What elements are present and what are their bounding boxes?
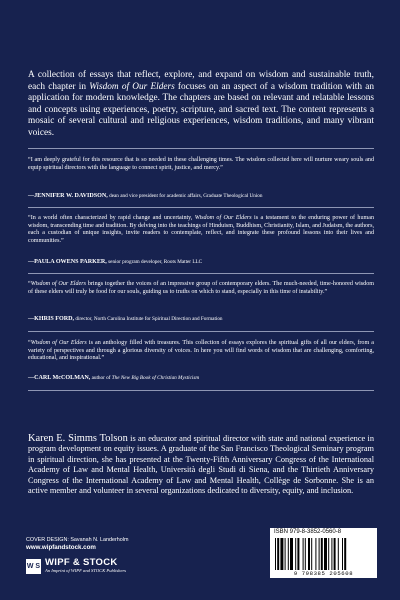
barcode-bar [344,538,346,570]
divider [28,273,374,274]
barcode-bar [297,538,299,570]
barcode [270,528,377,578]
barcode-bar [277,538,279,570]
barcode-bar [295,538,296,570]
barcode-bar [338,538,339,570]
publisher-logo [26,558,126,574]
barcode-bar [334,538,336,570]
divider [28,331,374,332]
credits [26,537,128,551]
barcode-bar [290,538,293,570]
divider [28,148,374,149]
endorser-name: —KHRIS FORD, [28,316,75,322]
barcode-bar [315,538,316,570]
endorsement-quote: “In a world often characterized by rapid change and uncertainty, Wisdom of Our Elders is a testament to the enduring power of human wisdom, transcending time and tradition. By delving into the teachings of Hinduism, Buddhism, Christianity, Islam, and Judaism, the authors, each a custodian of unique insights, invite readers to contemplate, reflect, and integrate these profound lessons into their lives and communities.” [28,215,374,245]
description-text: A collection of essays that reflect, explore, and expand on wisdom and sustainable truth, each chapter in [28,70,374,92]
barcode-bar [288,538,289,570]
divider [28,390,374,391]
publisher-logo-icon: W S [26,559,41,574]
author-name: Karen E. Simms Tolson [28,433,128,444]
endorsement-quote: “Wisdom of Our Elders is an anthology filled with treasures. This collection of essays explores the spiritual gifts of all our elders, from a variety of perspectives and through a glorious diversity of voices. In here you will find words of wisdom that are challenging, comforting, educational, and inspirational.” [28,340,374,362]
barcode-bar [311,538,312,570]
endorsement-quote: “Wisdom of Our Elders brings together the voices of an impressive group of contemporary elders. The much-needed, time-honored wisdom of these elders will truly be food for our souls, guiding us to truths on which to stand, especially in this time of instability.” [28,281,374,295]
barcode-bars-icon [275,538,372,570]
description-book-title: Wisdom of Our Elders [89,81,175,92]
divider [28,207,374,208]
barcode-bar [324,538,327,570]
book-description [28,70,374,140]
description-text-continued: focuses on an aspect of a wisdom tradition with an application for modern knowledge. The chapters are based on relevant and relatable lessons and concepts using experiences, poetry, scripture, and sacred text. The content represents a mosaic of several cultural and religious experiences, wisdom traditions, and many vibrant voices. [28,81,374,138]
barcode-bar [331,538,332,570]
publisher-tagline: An Imprint of WIPF and STOCK Publishers [45,568,127,573]
author-bio-text: is an educator and spiritual director with state and national experience in program development on equity issues. A graduate of the San Francisco Theological Seminary program in spiritual direction, she has presented at the Twenty-Fifth Anniversary Congress of the International Academy of Law and Mental Health, Università degli Studi di Siena, and the Thirtieth Anniversary Congress of the International Academy of Law and Mental Health, Collège de Sorbonne. She is an active member and volunteer in several organizations dedicated to diversity, equity, and inclusion. [28,434,374,496]
barcode-bar [321,538,323,570]
endorser-affiliation: senior program developer, Roots Matter LLC [106,259,203,265]
barcode-bar [305,538,306,570]
barcode-bar [280,538,283,570]
endorser-affiliation: author of [90,375,112,381]
endorser-name: —JENNIFER W. DAVIDSON, [28,193,108,199]
publisher-website[interactable]: www.wipfandstock.com [26,544,96,552]
endorsement-attribution [28,316,374,323]
isbn-label: ISBN 979-8-3852-0560-8 [274,529,342,535]
cover-design-credit: COVER DESIGN: Savanah N. Landerholm [26,537,129,543]
barcode-bar [328,538,329,570]
author-bio [28,434,374,496]
endorsement-quote: “I am deeply grateful for this resource that is so needed in these challenging times. The wisdom collected here will nurture weary souls and equip spiritual directors with the language to connect spirit, justice, and mercy.” [28,157,374,171]
barcode-bar [303,538,304,570]
publisher-name: WIPF & STOCK [45,557,118,568]
barcode-bar [342,538,343,570]
endorser-name: —CARL McCOLMAN, [28,375,91,381]
endorsement-attribution [28,375,374,382]
barcode-bar [275,538,276,570]
endorser-affiliation: dean and vice president for academic affairs, Graduate Theological Union [107,193,263,199]
barcode-bar [319,538,320,570]
endorsement-attribution [28,259,374,266]
barcode-bar [308,538,310,570]
barcode-bar [285,538,286,570]
endorser-affiliation: director, North Carolina Institute for Spiritual Direction and Formation [74,316,223,322]
barcode-digits: 9 798385 205608 [293,570,354,577]
endorser-book-title: The New Big Book of Christian Mysticism [111,375,200,381]
endorsement-attribution [28,193,374,200]
endorser-name: —PAULA OWENS PARKER, [28,259,107,265]
